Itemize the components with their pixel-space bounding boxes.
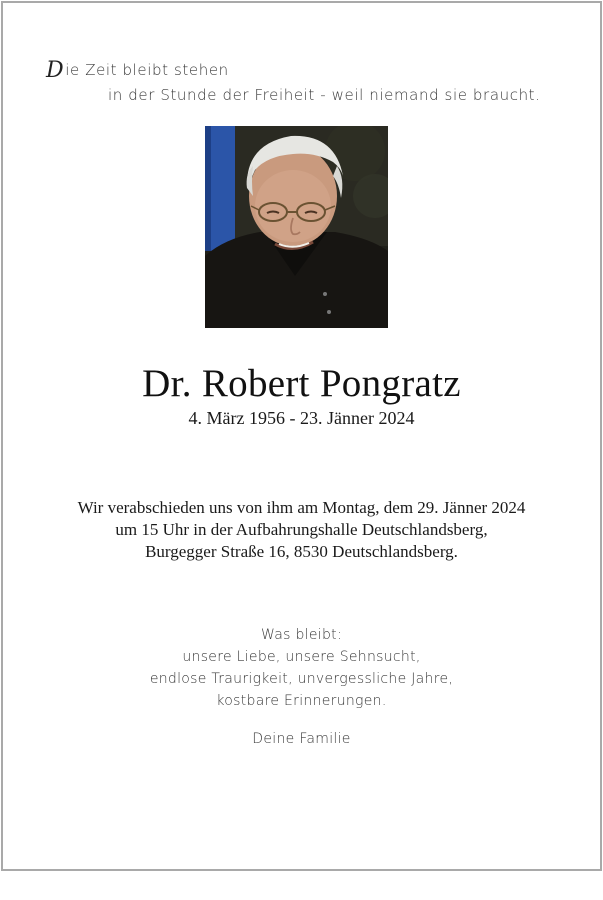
quote-line-2: in der Stunde der Freiheit - weil niemand sie braucht. <box>108 86 541 104</box>
quote-line-1-text: ie Zeit bleibt stehen <box>65 61 229 79</box>
life-dates: 4. März 1956 - 23. Jänner 2024 <box>188 408 415 428</box>
quote-line-1 <box>46 58 229 83</box>
farewell-line: um 15 Uhr in der Aufbahrungshalle Deutschlandsberg, <box>115 520 488 539</box>
remembrance-line: kostbare Erinnerungen. <box>216 693 387 709</box>
farewell-line: Wir verabschieden uns von ihm am Montag, dem 29. Jänner 2024 <box>77 498 526 517</box>
farewell-line: Burgegger Straße 16, 8530 Deutschlandsberg. <box>145 542 458 561</box>
portrait-photo <box>205 126 388 328</box>
portrait-illustration <box>205 126 388 328</box>
quote-initial: D <box>46 58 65 83</box>
remembrance-verse <box>0 624 603 712</box>
deceased-name: Dr. Robert Pongratz <box>142 362 461 405</box>
remembrance-line: unsere Liebe, unsere Sehnsucht, <box>182 649 421 665</box>
remembrance-line: Was bleibt: <box>261 627 342 643</box>
family-signature: Deine Familie <box>252 731 351 747</box>
remembrance-line: endlose Traurigkeit, unvergessliche Jahre, <box>149 671 454 687</box>
farewell-notice <box>0 497 603 563</box>
